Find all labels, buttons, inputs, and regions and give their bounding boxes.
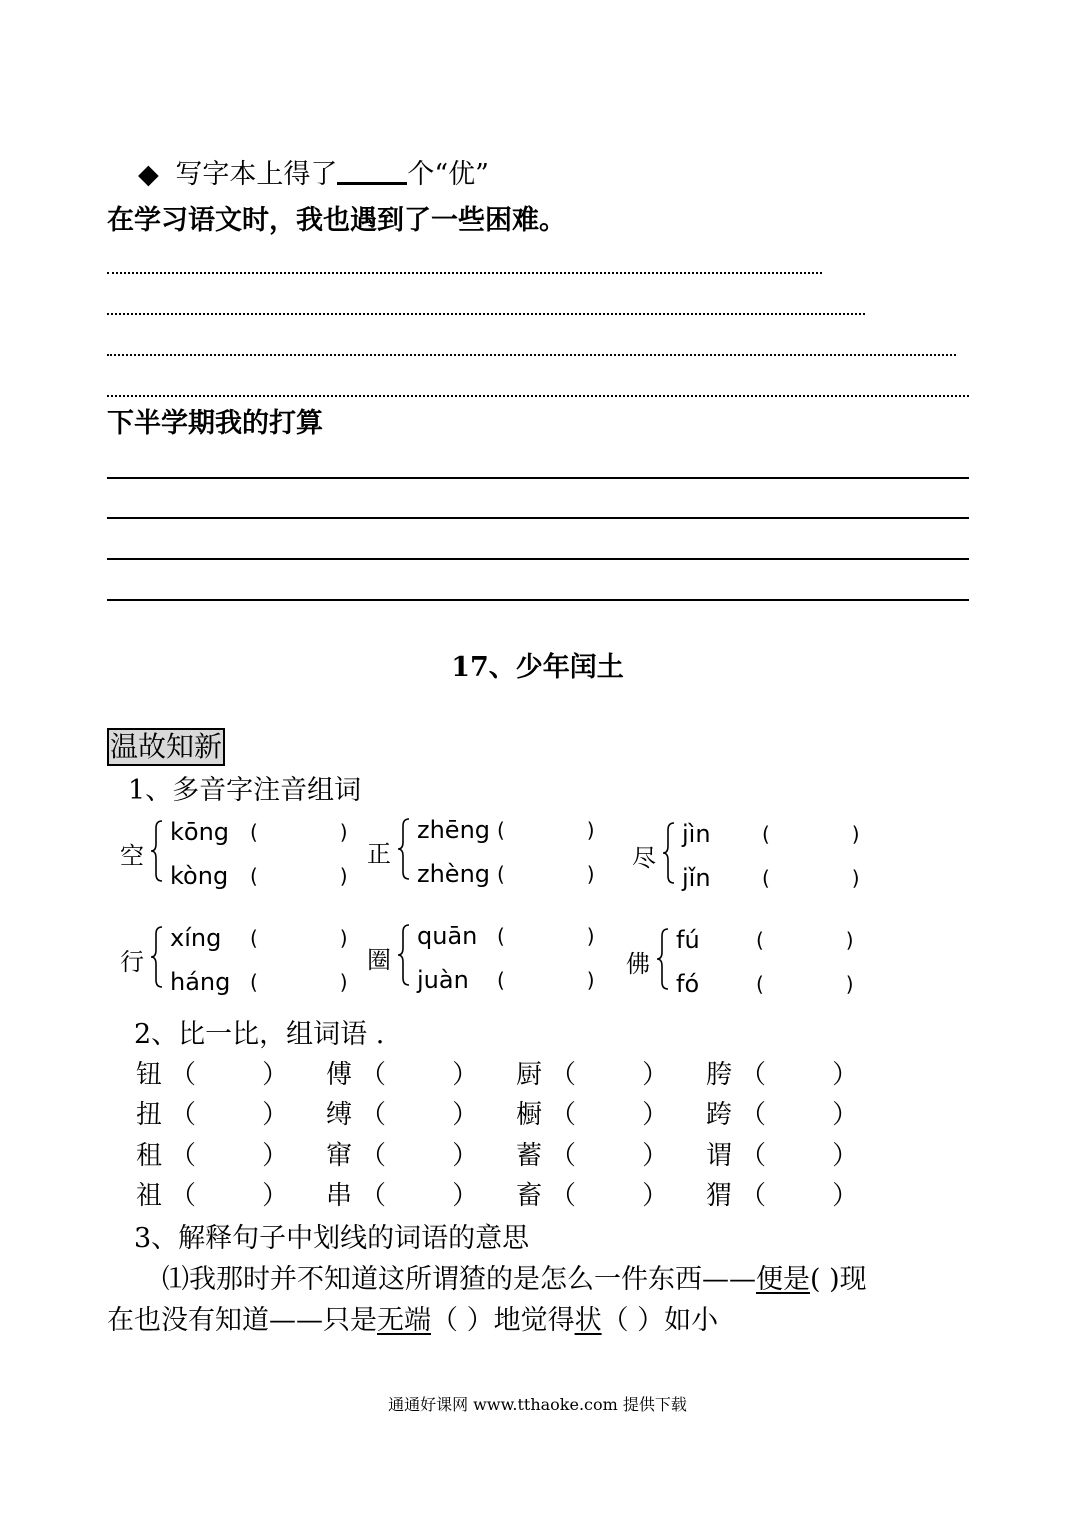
polyphonic-char: 正 <box>367 840 391 868</box>
compare-char: 橱 <box>516 1100 543 1130</box>
compare-char: 跨 <box>706 1100 733 1130</box>
answer-parentheses[interactable]: （ ） <box>360 1100 479 1130</box>
compare-char: 窜 <box>326 1141 353 1171</box>
answer-parentheses[interactable]: ( ) <box>250 926 349 950</box>
answer-parentheses[interactable]: （ ） <box>170 1060 289 1090</box>
q1-title: 1、多音字注音组词 <box>128 775 362 806</box>
writing-line[interactable] <box>107 354 956 356</box>
writing-line[interactable] <box>107 558 969 560</box>
q2-title: 2、比一比，组词语 . <box>134 1019 385 1050</box>
writing-line[interactable] <box>107 599 969 601</box>
section-tag: 温故知新 <box>107 728 225 766</box>
pinyin-reading: fó <box>676 970 700 998</box>
answer-parentheses[interactable]: ( ) <box>762 866 861 890</box>
footer-credit: 通通好课网 www.tthaoke.com 提供下载 <box>388 1395 687 1414</box>
pinyin-reading: fú <box>676 926 700 954</box>
answer-parentheses[interactable]: ( ) <box>250 970 349 994</box>
compare-char: 猬 <box>706 1181 733 1211</box>
compare-char: 缚 <box>326 1100 353 1130</box>
pinyin-reading: kōng <box>170 818 230 846</box>
left-brace-icon <box>150 820 162 882</box>
answer-parentheses[interactable]: ( ) <box>762 822 861 846</box>
writing-line[interactable] <box>107 517 969 519</box>
answer-parentheses[interactable]: ( ) <box>497 968 596 992</box>
left-brace-icon <box>150 926 162 988</box>
compare-char: 厨 <box>516 1060 543 1090</box>
answer-parentheses[interactable]: （ ） <box>550 1060 669 1090</box>
answer-parentheses[interactable]: ( ) <box>250 864 349 888</box>
pinyin-reading: xíng <box>170 924 222 952</box>
answer-parentheses[interactable]: （ ） <box>170 1141 289 1171</box>
count-blank[interactable] <box>337 158 407 185</box>
compare-char: 傅 <box>326 1060 353 1090</box>
writing-line[interactable] <box>107 313 865 315</box>
polyphonic-char: 尽 <box>632 844 656 872</box>
answer-parentheses[interactable]: ( ) <box>497 924 596 948</box>
answer-parentheses[interactable]: ( ) <box>756 928 855 952</box>
answer-parentheses[interactable]: （ ） <box>550 1100 669 1130</box>
answer-parentheses[interactable]: （ ） <box>740 1060 859 1090</box>
answer-parentheses[interactable]: ( ) <box>756 972 855 996</box>
lesson-title: 17、少年闰土 <box>451 652 624 683</box>
q3-sentence-line-1: ⑴我那时并不知道这所谓猹的是怎么一件东西——便是( )现 <box>162 1264 867 1295</box>
pinyin-reading: kòng <box>170 862 229 890</box>
q3-sentence-line-2: 在也没有知道——只是无端（ ）地觉得状（ ）如小 <box>107 1305 719 1336</box>
answer-parentheses[interactable]: （ ） <box>740 1141 859 1171</box>
compare-char: 串 <box>326 1181 353 1211</box>
answer-parentheses[interactable]: （ ） <box>170 1181 289 1211</box>
writing-line[interactable] <box>107 477 969 479</box>
answer-parentheses[interactable]: ( ) <box>497 862 596 886</box>
compare-char: 扭 <box>136 1100 163 1130</box>
compare-char: 租 <box>136 1141 163 1171</box>
answer-parentheses[interactable]: （ ） <box>740 1100 859 1130</box>
pinyin-reading: zhēng <box>417 816 491 844</box>
left-brace-icon <box>397 924 409 986</box>
compare-char: 胯 <box>706 1060 733 1090</box>
difficulty-heading: 在学习语文时，我也遇到了一些困难。 <box>107 205 566 236</box>
answer-parentheses[interactable]: （ ） <box>550 1181 669 1211</box>
compare-char: 钮 <box>136 1060 163 1090</box>
writing-line[interactable] <box>107 272 822 274</box>
pinyin-reading: quān <box>417 922 478 950</box>
q3-title: 3、解释句子中划线的词语的意思 <box>134 1223 530 1254</box>
answer-parentheses[interactable]: ( ) <box>250 820 349 844</box>
polyphonic-char: 行 <box>120 948 144 976</box>
answer-parentheses[interactable]: （ ） <box>360 1181 479 1211</box>
compare-char: 蓄 <box>516 1141 543 1171</box>
diamond-bullet-icon: ◆ <box>138 159 159 190</box>
left-brace-icon <box>662 822 674 884</box>
pinyin-reading: juàn <box>417 966 469 994</box>
pinyin-reading: jìn <box>682 820 711 848</box>
compare-char: 谓 <box>706 1141 733 1171</box>
star-line: ◆ 写字本上得了 个“优” <box>138 159 489 190</box>
pinyin-reading: jǐn <box>682 864 711 892</box>
answer-parentheses[interactable]: （ ） <box>360 1060 479 1090</box>
underlined-word: 无端 <box>377 1305 431 1336</box>
left-brace-icon <box>397 818 409 880</box>
underlined-word: 状 <box>574 1305 602 1336</box>
plan-heading: 下半学期我的打算 <box>107 408 323 439</box>
compare-char: 畜 <box>516 1181 543 1211</box>
pinyin-reading: zhèng <box>417 860 491 888</box>
polyphonic-char: 佛 <box>626 950 650 978</box>
answer-parentheses[interactable]: ( ) <box>497 818 596 842</box>
compare-char: 祖 <box>136 1181 163 1211</box>
answer-parentheses[interactable]: （ ） <box>170 1100 289 1130</box>
answer-parentheses[interactable]: （ ） <box>740 1181 859 1211</box>
writing-line[interactable] <box>107 395 969 397</box>
underlined-word: 便是 <box>756 1264 810 1295</box>
answer-parentheses[interactable]: （ ） <box>550 1141 669 1171</box>
answer-parentheses[interactable]: （ ） <box>360 1141 479 1171</box>
polyphonic-char: 圈 <box>367 946 391 974</box>
pinyin-reading: háng <box>170 968 231 996</box>
left-brace-icon <box>656 928 668 990</box>
polyphonic-char: 空 <box>120 842 144 870</box>
